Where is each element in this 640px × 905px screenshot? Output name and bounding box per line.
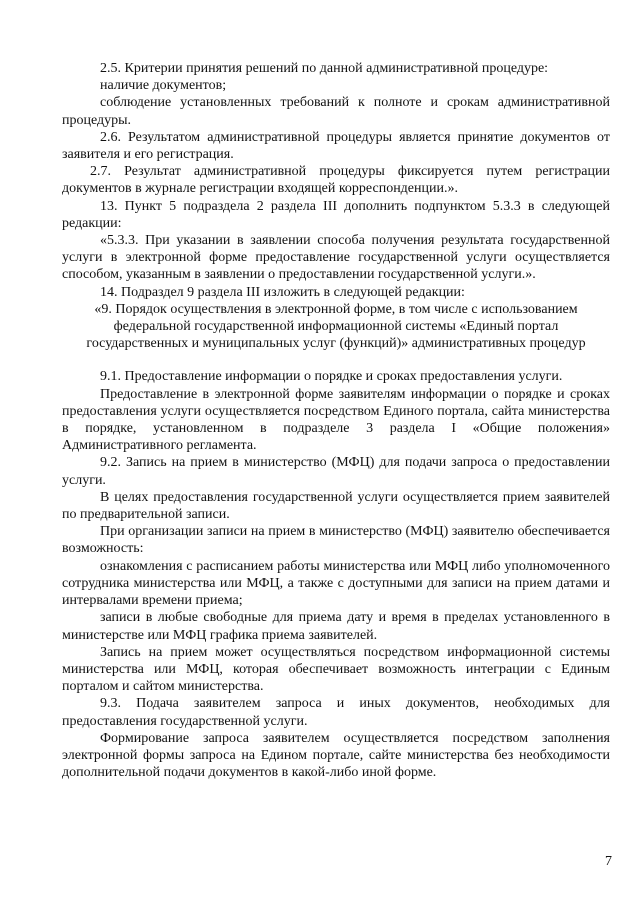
paragraph-14: 14. Подраздел 9 раздела III изложить в следующей редакции: [100, 284, 465, 300]
paragraph-preregistration: В целях предоставления государственной услуги осуществляется прием заявителей по предварительной записи. [62, 489, 610, 523]
page-number: 7 [605, 854, 612, 869]
paragraph-9-2: 9.2. Запись на прием в министерство (МФЦ) для подачи запроса о предоставлении услуги. [62, 455, 610, 488]
paragraph-request-form: Формирование запроса заявителем осуществляется посредством заполнения электронной формы запроса на Едином портале, сайте министерства без необходимости дополнительной подачи документов в какой-либо иной форме. [62, 730, 610, 781]
paragraph-requirements-compliance: соблюдение установленных требований к полноте и срокам административной процедуры. [62, 95, 610, 128]
paragraph-registration-possibility: При организации записи на прием в министерство (МФЦ) заявителю обеспечивается возможность: [62, 524, 610, 557]
paragraph-info-system: Запись на прием может осуществляться посредством информационной системы министерства или МФЦ, которая обеспечивает возможность интеграции с Единым порталом и сайтом министерства. [62, 644, 610, 695]
paragraph-schedule-familiarization: ознакомления с расписанием работы министерства или МФЦ либо уполномоченного сотрудника министерства или МФЦ, а также с доступными для записи на прием датами и интервалами времени приема; [62, 558, 610, 609]
paragraph-documents-present: наличие документов; [100, 78, 227, 94]
paragraph-2-6: 2.6. Результатом административной процедуры является принятие документов от заявителя и его регистрация. [62, 129, 610, 163]
paragraph-9-1: 9.1. Предоставление информации о порядке и сроках предоставления услуги. [100, 369, 563, 385]
paragraph-free-slots: записи в любые свободные для приема дату и время в пределах установленного в министерстве или МФЦ графика приема заявителей. [62, 610, 610, 643]
heading-spacer [62, 352, 610, 368]
paragraph-electronic-info: Предоставление в электронной форме заявителям информации о порядке и сроках предоставления услуги осуществляется посредством Единого портала, сайта министерства в порядке, установленном в подразделе 3 раздела I «Общие положения» Административного регламента. [62, 386, 610, 454]
paragraph-2-7: 2.7. Результат административной процедуры фиксируется путем регистрации документов в журнале регистрации входящей корреспонденции.». [62, 164, 610, 197]
section-heading: «9. Порядок осуществления в электронной форме, в том числе с использованием федеральной государственной информационной системы «Единый портал государственных и муниципальных услуг (функций)» административных процедур [86, 301, 586, 352]
paragraph-9-3: 9.3. Подача заявителем запроса и иных документов, необходимых для предоставления государственной услуги. [62, 696, 610, 729]
paragraph-5-3-3: «5.3.3. При указании в заявлении способа получения результата государственной услуги в электронной форме предоставление государственной услуги осуществляется способом, указанным в заявлении о предоставлении государственной услуги.». [62, 233, 610, 283]
document-body [62, 60, 610, 781]
paragraph-2-5: 2.5. Критерии принятия решений по данной административной процедуре: [100, 61, 549, 76]
paragraph-13: 13. Пункт 5 подраздела 2 раздела III дополнить подпунктом 5.3.3 в следующей редакции: [62, 198, 610, 231]
